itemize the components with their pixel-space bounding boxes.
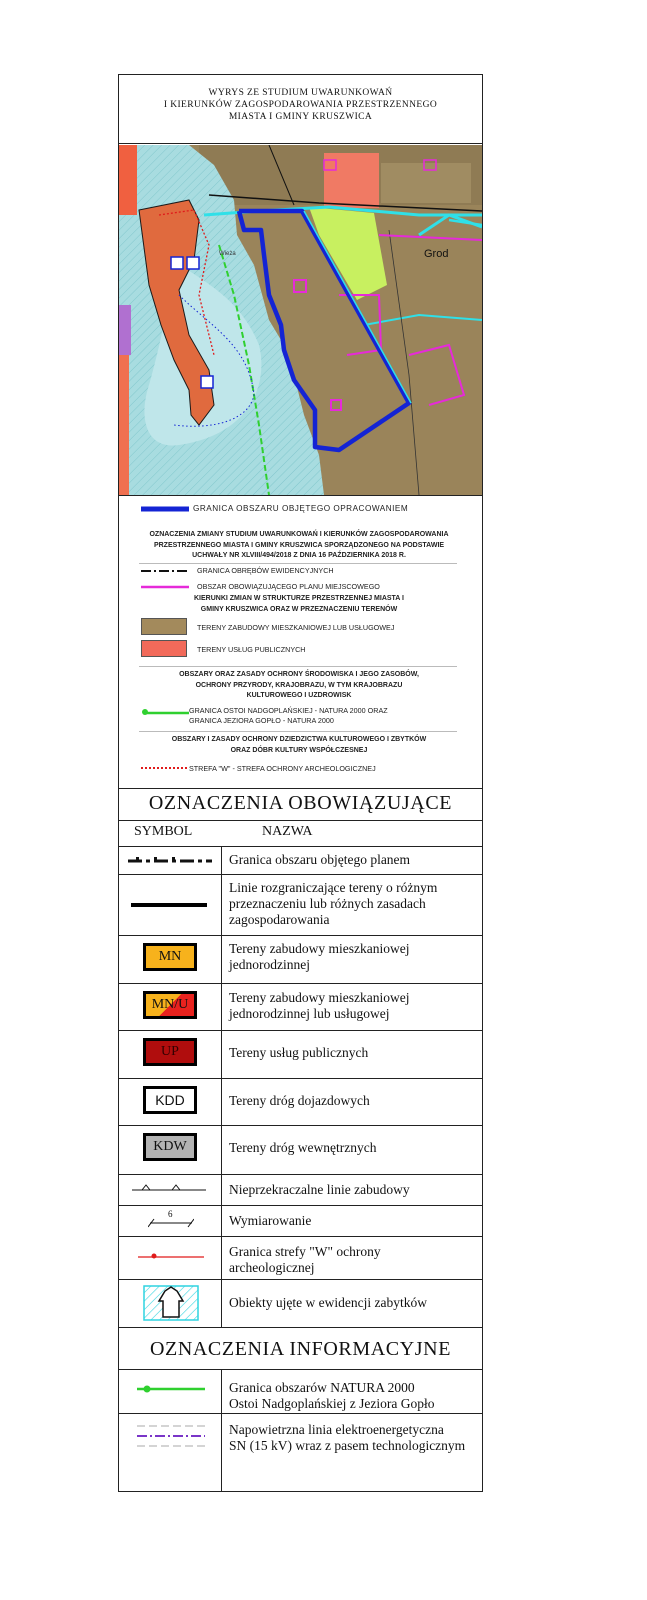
header-line-1: WYRYS ZE STUDIUM UWARUNKOWAŃ	[208, 88, 393, 98]
uslugi-label: TERENY USŁUG PUBLICZNYCH	[197, 645, 306, 654]
env-line-2: OCHRONY PRZYRODY, KRAJOBRAZU, W TYM KRAJOBRAZU	[195, 681, 403, 689]
map-label-grod: Grod	[424, 248, 449, 260]
power-line-symbol	[137, 1422, 205, 1452]
building-line-symbol	[132, 1182, 206, 1194]
info-power-line-1: Napowietrzna linia elektroenergetyczna	[229, 1422, 444, 1437]
strefa-w-label: STREFA "W" - STREFA OCHRONY ARCHEOLOGICZNEJ	[189, 764, 376, 773]
study-heading-line-3: UCHWAŁY NR XLVIII/494/2018 Z DNIA 16 PAŹDZIERNIKA 2018 R.	[192, 552, 406, 559]
divider	[139, 731, 457, 732]
divider	[119, 874, 482, 875]
obreby-line	[141, 568, 189, 574]
up-symbol: UP	[143, 1038, 197, 1066]
directions-line-1: KIERUNKI ZMIAN W STRUKTURZE PRZESTRZENNEJ MIASTA I	[194, 595, 404, 602]
binding-title: OZNACZENIA OBOWIĄZUJĄCE	[148, 792, 453, 814]
divider	[119, 1125, 482, 1126]
info-power-line-text	[229, 1422, 479, 1454]
natura-boundary-symbol	[137, 1384, 205, 1394]
divider	[119, 846, 482, 847]
boundary-label: GRANICA OBSZARU OBJĘTEGO OPRACOWANIEM	[193, 504, 409, 513]
environment-heading	[149, 670, 449, 702]
zabudowa-swatch	[141, 618, 187, 635]
uslugi-swatch	[141, 640, 187, 657]
natura-line	[141, 708, 189, 716]
env-line-3: KULTUROWEGO I UZDROWISK	[246, 692, 352, 699]
divider	[119, 1030, 482, 1031]
col-name-header: NAZWA	[262, 824, 313, 839]
monument-icon	[143, 1285, 199, 1321]
divider	[119, 983, 482, 984]
row-archeo-text: Granica strefy "W" ochrony archeologicznej	[229, 1244, 381, 1275]
column-divider	[221, 1369, 222, 1492]
mnu-symbol: MN/U	[143, 991, 197, 1019]
row-mnu-text: Tereny zabudowy mieszkaniowej jednorodzinnej lub usługowej	[229, 990, 410, 1021]
col-symbol-header: SYMBOL	[134, 824, 193, 839]
divider	[119, 1279, 482, 1280]
natura-label	[189, 706, 388, 726]
row-dimension-text: Wymiarowanie	[229, 1213, 312, 1228]
study-heading-line-1: OZNACZENIA ZMIANY STUDIUM UWARUNKOWAŃ I KIERUNKÓW ZAGOSPODAROWANIA	[149, 531, 449, 538]
divider	[119, 1369, 482, 1370]
directions-line-2: GMINY KRUSZWICA ORAZ W PRZEZNACZENIU TERENÓW	[200, 605, 398, 613]
info-natura-line-1: Granica obszarów NATURA 2000	[229, 1380, 415, 1395]
natura-line-1: GRANICA OSTOI NADGOPLAŃSKIEJ - NATURA 2000 ORAZ	[189, 706, 388, 715]
header-line-3: MIASTA I GMINY KRUSZWICA	[228, 112, 373, 122]
directions-heading	[149, 594, 449, 615]
map-label-wies: Wieża	[219, 251, 236, 257]
divider	[119, 1205, 482, 1206]
dimension-value: 6	[168, 1209, 173, 1219]
divider	[119, 788, 482, 789]
study-map-svg	[119, 145, 482, 495]
divider	[119, 935, 482, 936]
divider	[119, 1174, 482, 1175]
heritage-line-1: OBSZARY I ZASADY OCHRONY DZIEDZICTWA KULTUROWEGO I ZBYTKÓW	[171, 736, 427, 743]
info-natura-text	[229, 1380, 479, 1412]
blue-boundary-line	[141, 505, 189, 513]
mn-symbol: MN	[143, 943, 197, 971]
env-line-1: OBSZARY ORAZ ZASADY OCHRONY ŚRODOWISKA I JEGO ZASOBÓW,	[179, 671, 419, 678]
row-plan-boundary-text: Granica obszaru objętego planem	[229, 852, 411, 867]
zabudowa-label: TERENY ZABUDOWY MIESZKANIOWEJ LUB USŁUGOWEJ	[197, 623, 395, 632]
natura-line-2: GRANICA JEZIORA GOPŁO - NATURA 2000	[189, 716, 334, 725]
divider	[119, 1078, 482, 1079]
info-title: OZNACZENIA INFORMACYJNE	[149, 1338, 452, 1360]
heritage-line-2: ORAZ DÓBR KULTURY WSPÓŁCZESNEJ	[230, 746, 368, 754]
archeo-dotted-line	[141, 766, 189, 770]
kdd-symbol: KDD	[143, 1086, 197, 1114]
divider	[119, 1327, 482, 1328]
divider	[139, 563, 457, 564]
divider	[119, 820, 482, 821]
row-up-text: Tereny usług publicznych	[229, 1045, 369, 1060]
study-heading-line-2: PRZESTRZENNEGO MIASTA I GMINY KRUSZWICA SPORZĄDZONEGO NA PODSTAWIE	[153, 541, 445, 549]
plan-line	[141, 584, 189, 590]
row-monument-text: Obiekty ujęte w ewidencji zabytków	[229, 1295, 427, 1310]
divider	[119, 1236, 482, 1237]
study-map-excerpt	[119, 145, 482, 496]
obreby-label: GRANICA OBRĘBÓW EWIDENCYJNYCH	[197, 566, 334, 575]
plan-boundary-symbol	[128, 855, 212, 867]
archeo-zone-symbol	[138, 1252, 204, 1262]
study-legend	[119, 496, 482, 808]
row-mn-text: Tereny zabudowy mieszkaniowej jednorodzinnej	[229, 941, 410, 972]
row-demarcation-text: Linie rozgraniczające tereny o różnym przeznaczeniu lub różnych zasadach zagospodarowania	[229, 880, 438, 927]
plan-label: OBSZAR OBOWIĄZUJĄCEGO PLANU MIEJSCOWEGO	[197, 582, 380, 591]
row-kdw-text: Tereny dróg wewnętrznych	[229, 1140, 377, 1155]
info-natura-line-2: Ostoi Nadgoplańskiej z Jeziora Gopło	[229, 1396, 435, 1411]
heritage-heading	[149, 735, 449, 756]
column-divider	[221, 846, 222, 1327]
divider	[119, 1413, 482, 1414]
divider	[139, 666, 457, 667]
header-line-2: I KIERUNKÓW ZAGOSPODAROWANIA PRZESTRZENNEGO	[163, 100, 438, 110]
kdw-symbol: KDW	[143, 1133, 197, 1161]
demarcation-line-symbol	[131, 901, 207, 909]
study-change-heading	[149, 530, 449, 562]
sheet-header	[118, 74, 483, 144]
row-kdd-text: Tereny dróg dojazdowych	[229, 1093, 370, 1108]
info-power-line-2: SN (15 kV) wraz z pasem technologicznym	[229, 1438, 466, 1453]
row-building-line-text: Nieprzekraczalne linie zabudowy	[229, 1182, 410, 1197]
